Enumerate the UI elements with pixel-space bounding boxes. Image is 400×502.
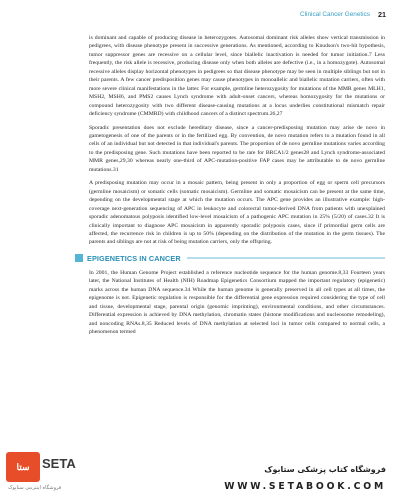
paragraph-dominant-recessive: is dominant and capable of producing disease in heterozygotes. Autosomal dominant risk alleles show vertical transmission in pedigrees, with disease phenotype present in successive generations. As mentioned, according to Knudson's two-hit hypothesis, tumor suppressor genes are recessive on a cellular level, since biallelic inactivation is needed for tumor initiation.7 Less frequently, the risk allele is recessive, producing disease only when both alleles are defective (i.e., in a homozygote). Autosomal recessive alleles display horizontal phenotypes in pedigrees so that disease phenotype may be seen in multiple siblings but not in their parents. A few cancer predisposition genes may cause phenotypes in monoallelic and biallelic mutation carriers, often with more severe clinical manifestations in the latter. For example, germline heterozygosity for mutations of the MMR genes MLH1, MSH2, MSH6, and PMS2 causes Lynch syndrome with adult-onset cancers, whereas homozygosity for the mutations or compound heterozygosity with two different disease-causing mutations at a locus underlies constitutional mismatch repair deficiency syndrome (CMMRD) with childhood cancers of a distinct spectrum.26,27: [89, 35, 385, 118]
store-url[interactable]: WWW.SETABOOK.COM: [224, 481, 386, 492]
logo-box: ستا: [6, 452, 40, 482]
logo-subtitle: فروشگاه اینترنتی ستاپوک: [8, 485, 62, 491]
setabook-logo: [6, 452, 84, 496]
running-header: [300, 10, 386, 19]
store-name: فروشگاه کتاب پزشکی ستابوک: [264, 465, 386, 474]
paragraph-mosaicism: A predisposing mutation may occur in a mosaic pattern, being present in only a proportion of egg or sperm cell precursors (germline mosaicism) or somatic cells (somatic mosaicism). Germline and somatic mosaicism can be present at the same time, depending on the developmental stage at which the mutation occurs. The APC gene provides an illustrative example: high-coverage next-generation sequencing of APC in leukocyte and colorectal tumor-derived DNA from patients with unexplained sporadic adenomatous polyposis identified low-level mosaicism of a pathogenic APC mutation in 25% (5/20) of cases.32 It is clinically important to diagnose APC mosaicism in apparently sporadic polyposis cases, since if primordial germ cells are affected, the recurrence risk in children is up to 50% (depending on the distribution of the mutation in the germ tissues). The parents and siblings are not at risk of being mutation carriers, only the offspring.: [89, 180, 385, 246]
running-title: Clinical Cancer Genetics: [300, 11, 370, 18]
section-square-icon: [75, 254, 83, 262]
section-rule: [187, 257, 385, 259]
page-body: [89, 34, 385, 342]
logo-wordmark: SETA: [42, 456, 76, 471]
page-number: 21: [378, 10, 386, 19]
paragraph-sporadic-presentation: Sporadic presentation does not exclude hereditary disease, since a cancer-predisposing mutation may arise de novo in gametogenesis of one of the parents or in the fertilized egg. By convention, de novo mutation refers to a mutation found in all cells of an individual but not detected in that individual's parents. The proportion of de novo germline mutations varies according to the predisposing gene. Such mutations have been reported to be rare for BRCA1/2 genes28 and Lynch syndrome-associated MMR genes,29,30 whereas nearly one-third of APC-mutation-positive FAP cases may be attributable to de novo germline mutations.31: [89, 124, 385, 173]
section-title: EPIGENETICS IN CANCER: [87, 253, 181, 263]
paragraph-epigenetics: In 2001, the Human Genome Project established a reference nucleotide sequence for the human genome.8,33 Fourteen years later, the National Institutes of Health (NIH) Roadmap Epigenetics Consortium mapped the important regulatory (epigenetic) marks across the human DNA sequence.34 While the human genome is generally preserved in all cell types at all times, the epigenome is not. Epigenetic regulation is responsible for the differential gene expression required considering the type of cell and tissue, developmental stage, parental origin (genomic imprinting), environmental conditions, and other circumstances. Differential expression is achieved by DNA methylation, chromatin states (histone modifications and nucleosome remodeling), and noncoding RNAs.8,35 Reduced levels of DNA methylation at selected loci in tumor cells compared to normal cells, a phenomenon termed: [89, 269, 385, 336]
section-heading: [75, 254, 385, 263]
